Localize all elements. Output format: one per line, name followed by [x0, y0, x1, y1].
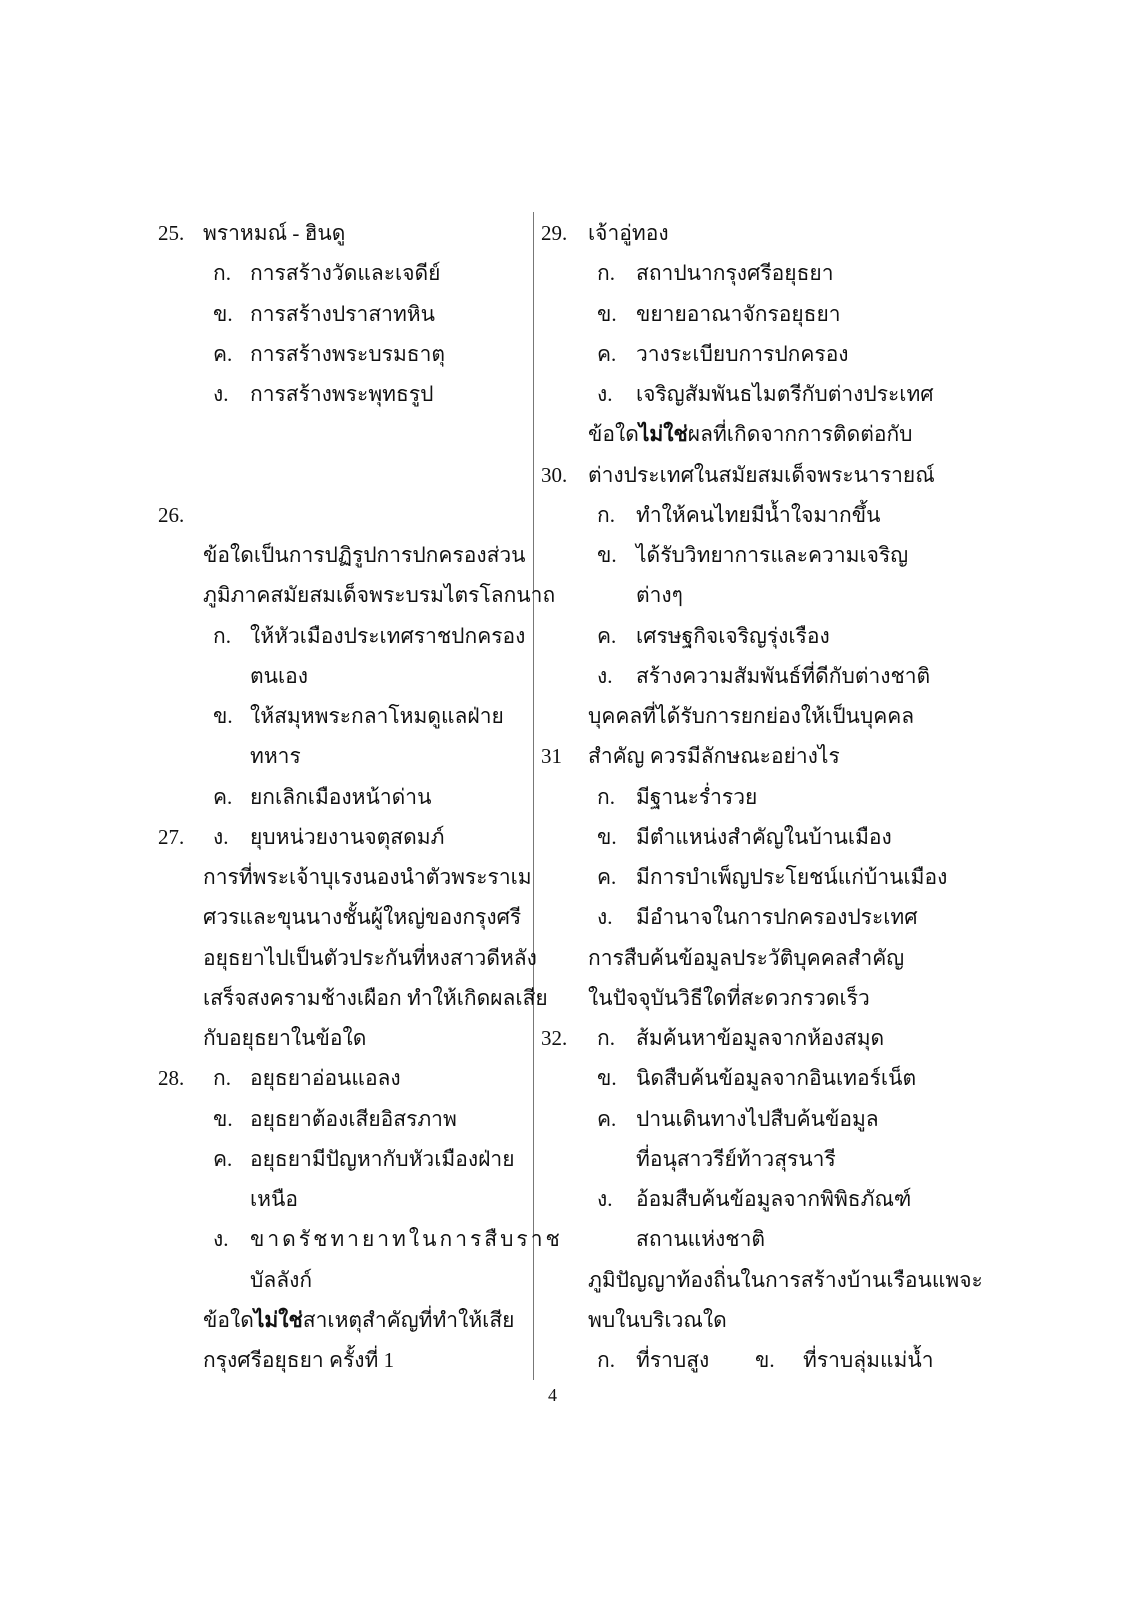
choice-text — [636, 783, 757, 811]
choice-text — [250, 1145, 515, 1173]
choice-label: ค. — [213, 1146, 233, 1171]
choice-text: ที่ราบลุ่มแม่น้ำ — [803, 1348, 934, 1372]
choice-label: ข. — [597, 301, 617, 326]
choice-label: ข. — [755, 1348, 775, 1372]
choice-text — [636, 1185, 911, 1213]
choice-label: ง. — [597, 663, 613, 688]
text-segment: อยุธยามีปัญหากับหัวเมืองฝ่าย — [250, 1146, 515, 1171]
text-segment: ยกเลิกเมืองหน้าด่าน — [250, 784, 432, 809]
choice-text — [636, 1064, 916, 1092]
choice-text — [636, 1346, 709, 1374]
text-segment: ผลที่เกิดจากการติดต่อกับ — [687, 422, 913, 447]
choice-text — [250, 823, 444, 851]
choice-text — [636, 340, 849, 368]
question-text — [203, 944, 537, 972]
choice-label: ค. — [597, 623, 617, 648]
text-segment: ได้รับวิทยาการและความเจริญ — [636, 543, 909, 567]
text-segment: เจริญสัมพันธไมตรีกับต่างประเทศ — [636, 382, 934, 406]
choice-label: ค. — [597, 865, 617, 889]
text-segment: ตนเอง — [250, 663, 309, 688]
question-number: 27. — [158, 824, 185, 849]
text-segment: ในปัจจุบันวิธีใดที่สะดวกรวดเร็ว — [588, 985, 870, 1010]
text-segment: ข้อใดเป็นการปฏิรูปการปกครองส่วน — [203, 543, 526, 567]
choice-label: ก. — [597, 1348, 615, 1372]
choice-text — [250, 622, 525, 650]
text-segment: อ้อมสืบค้นข้อมูลจากพิพิธภัณฑ์ — [636, 1187, 912, 1211]
choice-label: ก. — [597, 261, 615, 286]
text-segment: ภูมิภาคสมัยสมเด็จพระบรมไตรโลกนาถ — [203, 583, 556, 608]
question-text — [203, 903, 521, 931]
text-segment: ให้หัวเมืองประเทศราชปกครอง — [250, 623, 526, 648]
choice-text — [250, 1266, 312, 1294]
choice-label: ก. — [597, 1026, 615, 1050]
choice-label: ค. — [597, 341, 617, 366]
question-text — [203, 984, 548, 1012]
column-divider — [533, 212, 534, 1380]
emphasis-text: ไม่ใช่ — [638, 422, 688, 447]
choice-text — [636, 903, 918, 931]
emphasis-text: ไม่ใช่ — [253, 1307, 303, 1332]
choice-text — [250, 1105, 457, 1133]
text-segment: สถานแห่งชาติ — [636, 1227, 765, 1252]
question-text — [588, 461, 935, 489]
question-text — [203, 541, 526, 569]
question-text — [203, 219, 345, 247]
question-text — [588, 702, 914, 730]
choice-label: ก. — [597, 784, 615, 809]
choice-label: ข. — [213, 1106, 233, 1131]
choice-label: ก. — [213, 623, 231, 648]
question-text — [203, 1024, 366, 1052]
question-number: 29. — [541, 221, 568, 245]
choice-text — [250, 1225, 563, 1253]
question-number: 26. — [158, 502, 185, 527]
text-segment: สร้างความสัมพันธ์ที่ดีกับต่างชาติ — [636, 663, 931, 688]
choice-text — [636, 622, 830, 650]
question-text — [203, 863, 532, 891]
text-segment: เศรษฐกิจเจริญรุ่งเรือง — [636, 623, 830, 648]
choice-text — [250, 702, 504, 730]
choice-text — [636, 1225, 765, 1253]
text-segment: สาเหตุสำคัญที่ทำให้เสีย — [302, 1307, 515, 1332]
text-segment: ปานเดินทางไปสืบค้นข้อมูล — [636, 1106, 879, 1131]
text-segment: ที่ราบสูง — [636, 1348, 710, 1372]
question-text — [588, 219, 669, 247]
text-segment: สำคัญ ควรมีลักษณะอย่างไร — [588, 744, 840, 769]
text-segment: ต่างประเทศในสมัยสมเด็จพระนารายณ์ — [588, 462, 935, 487]
text-segment: ส้มค้นหาข้อมูลจากห้องสมุด — [636, 1026, 885, 1050]
choice-label: ง. — [213, 382, 229, 406]
choice-label: ข. — [597, 1066, 617, 1091]
choice-text — [250, 259, 440, 287]
choice-label: ง. — [213, 1227, 229, 1252]
choice-label: ง. — [597, 1187, 613, 1211]
question-text — [588, 944, 904, 972]
text-segment: ขาดรัชทายาทในการสืบราช — [250, 1227, 563, 1252]
text-segment: ขยายอาณาจักรอยุธยา — [636, 301, 841, 326]
choice-text — [250, 340, 445, 368]
text-segment: กับอยุธยาในข้อใด — [203, 1026, 367, 1050]
choice-label: ค. — [213, 784, 233, 809]
text-segment: เหนือ — [250, 1187, 298, 1211]
question-text — [588, 984, 870, 1012]
text-segment: การที่พระเจ้าบุเรงนองนำตัวพระราเม — [203, 865, 532, 889]
choice-text — [636, 300, 841, 328]
text-segment: ให้สมุหพระกลาโหมดูแลฝ่าย — [250, 704, 504, 728]
choice-text — [636, 501, 880, 529]
text-segment: พบในบริเวณใด — [588, 1307, 727, 1332]
choice-text — [636, 1105, 879, 1133]
text-segment: พราหมณ์ - ฮินดู — [203, 221, 346, 245]
choice-text — [636, 380, 934, 408]
choice-text — [636, 823, 892, 851]
text-segment: มีตำแหน่งสำคัญในบ้านเมือง — [636, 824, 892, 849]
choice-text — [636, 581, 683, 609]
text-segment: อยุธยาต้องเสียอิสรภาพ — [250, 1106, 457, 1131]
text-segment: ข้อใด — [203, 1307, 254, 1332]
text-segment: มีฐานะร่ำรวย — [636, 784, 758, 809]
text-segment: การสร้างพระพุทธรูป — [250, 382, 434, 406]
choice-label: ข. — [213, 704, 233, 728]
page-number: 4 — [548, 1385, 557, 1405]
text-segment: มีการบำเพ็ญประโยชน์แก่บ้านเมือง — [636, 865, 948, 889]
question-number: 30. — [541, 462, 568, 487]
question-text — [588, 420, 913, 448]
question-text — [588, 1266, 983, 1294]
choice-label: ง. — [597, 905, 613, 930]
question-number: 31 — [541, 744, 562, 769]
choice-text — [636, 259, 834, 287]
text-segment: วางระเบียบการปกครอง — [636, 341, 849, 366]
question-number: 28. — [158, 1066, 185, 1091]
choice-text — [250, 1185, 298, 1213]
choice-label: ค. — [597, 1106, 617, 1131]
text-segment: อยุธยาไปเป็นตัวประกันที่หงสาวดีหลัง — [203, 945, 537, 970]
text-segment: อยุธยาอ่อนแอลง — [250, 1066, 401, 1091]
choice-label: ค. — [213, 341, 233, 366]
choice-text — [636, 1145, 836, 1173]
text-segment: สถาปนากรุงศรีอยุธยา — [636, 261, 834, 286]
question-text — [588, 1306, 727, 1334]
choice-label: ก. — [597, 502, 615, 527]
text-segment: การสร้างพระบรมธาตุ — [250, 341, 446, 366]
question-text — [203, 581, 555, 609]
text-segment: ต่างๆ — [636, 583, 683, 608]
choice-label: ง. — [213, 824, 229, 849]
text-segment: การสร้างปราสาทหิน — [250, 301, 435, 326]
question-number: 25. — [158, 221, 185, 245]
choice-text — [250, 742, 301, 770]
choice-text — [250, 783, 431, 811]
text-segment: นิดสืบค้นข้อมูลจากอินเทอร์เน็ต — [636, 1066, 917, 1091]
text-segment: ข้อใด — [588, 422, 639, 447]
text-segment: กรุงศรีอยุธยา ครั้งที่ 1 — [203, 1348, 395, 1372]
text-segment: ภูมิปัญญาท้องถิ่นในการสร้างบ้านเรือนแพจะ — [588, 1267, 983, 1292]
text-segment: การสร้างวัดและเจดีย์ — [250, 261, 441, 286]
question-text — [203, 1346, 394, 1374]
text-segment: เจ้าอู่ทอง — [588, 221, 669, 245]
text-segment: ศวรและขุนนางชั้นผู้ใหญ่ของกรุงศรี — [203, 905, 522, 930]
text-segment: มีอำนาจในการปกครองประเทศ — [636, 905, 918, 930]
text-segment: ทำให้คนไทยมีน้ำใจมากขึ้น — [636, 502, 881, 527]
choice-label: ก. — [213, 261, 231, 286]
text-segment: ทหาร — [250, 744, 301, 769]
text-segment: บัลลังก์ — [250, 1267, 313, 1292]
choice-text — [250, 380, 433, 408]
question-text — [588, 742, 840, 770]
text-segment: บุคคลที่ได้รับการยกย่องให้เป็นบุคคล — [588, 704, 915, 728]
text-segment: เสร็จสงครามช้างเผือก ทำให้เกิดผลเสีย — [203, 985, 548, 1010]
choice-label: ข. — [213, 301, 233, 326]
choice-text — [250, 300, 435, 328]
text-segment: การสืบค้นข้อมูลประวัติบุคคลสำคัญ — [588, 945, 905, 970]
choice-text — [636, 662, 930, 690]
choice-text — [250, 662, 308, 690]
text-segment: ยุบหน่วยงานจตุสดมภ์ — [250, 824, 445, 849]
question-text — [203, 1306, 514, 1334]
choice-text — [636, 541, 908, 569]
choice-label: ข. — [597, 824, 617, 849]
choice-label: ก. — [213, 1066, 231, 1091]
text-segment: ที่อนุสาวรีย์ท้าวสุรนารี — [636, 1146, 836, 1171]
choice-label: ง. — [597, 382, 613, 406]
choice-text — [250, 1064, 401, 1092]
choice-text — [636, 863, 947, 891]
choice-text — [636, 1024, 884, 1052]
choice-label: ข. — [597, 543, 617, 567]
question-number: 32. — [541, 1026, 568, 1050]
